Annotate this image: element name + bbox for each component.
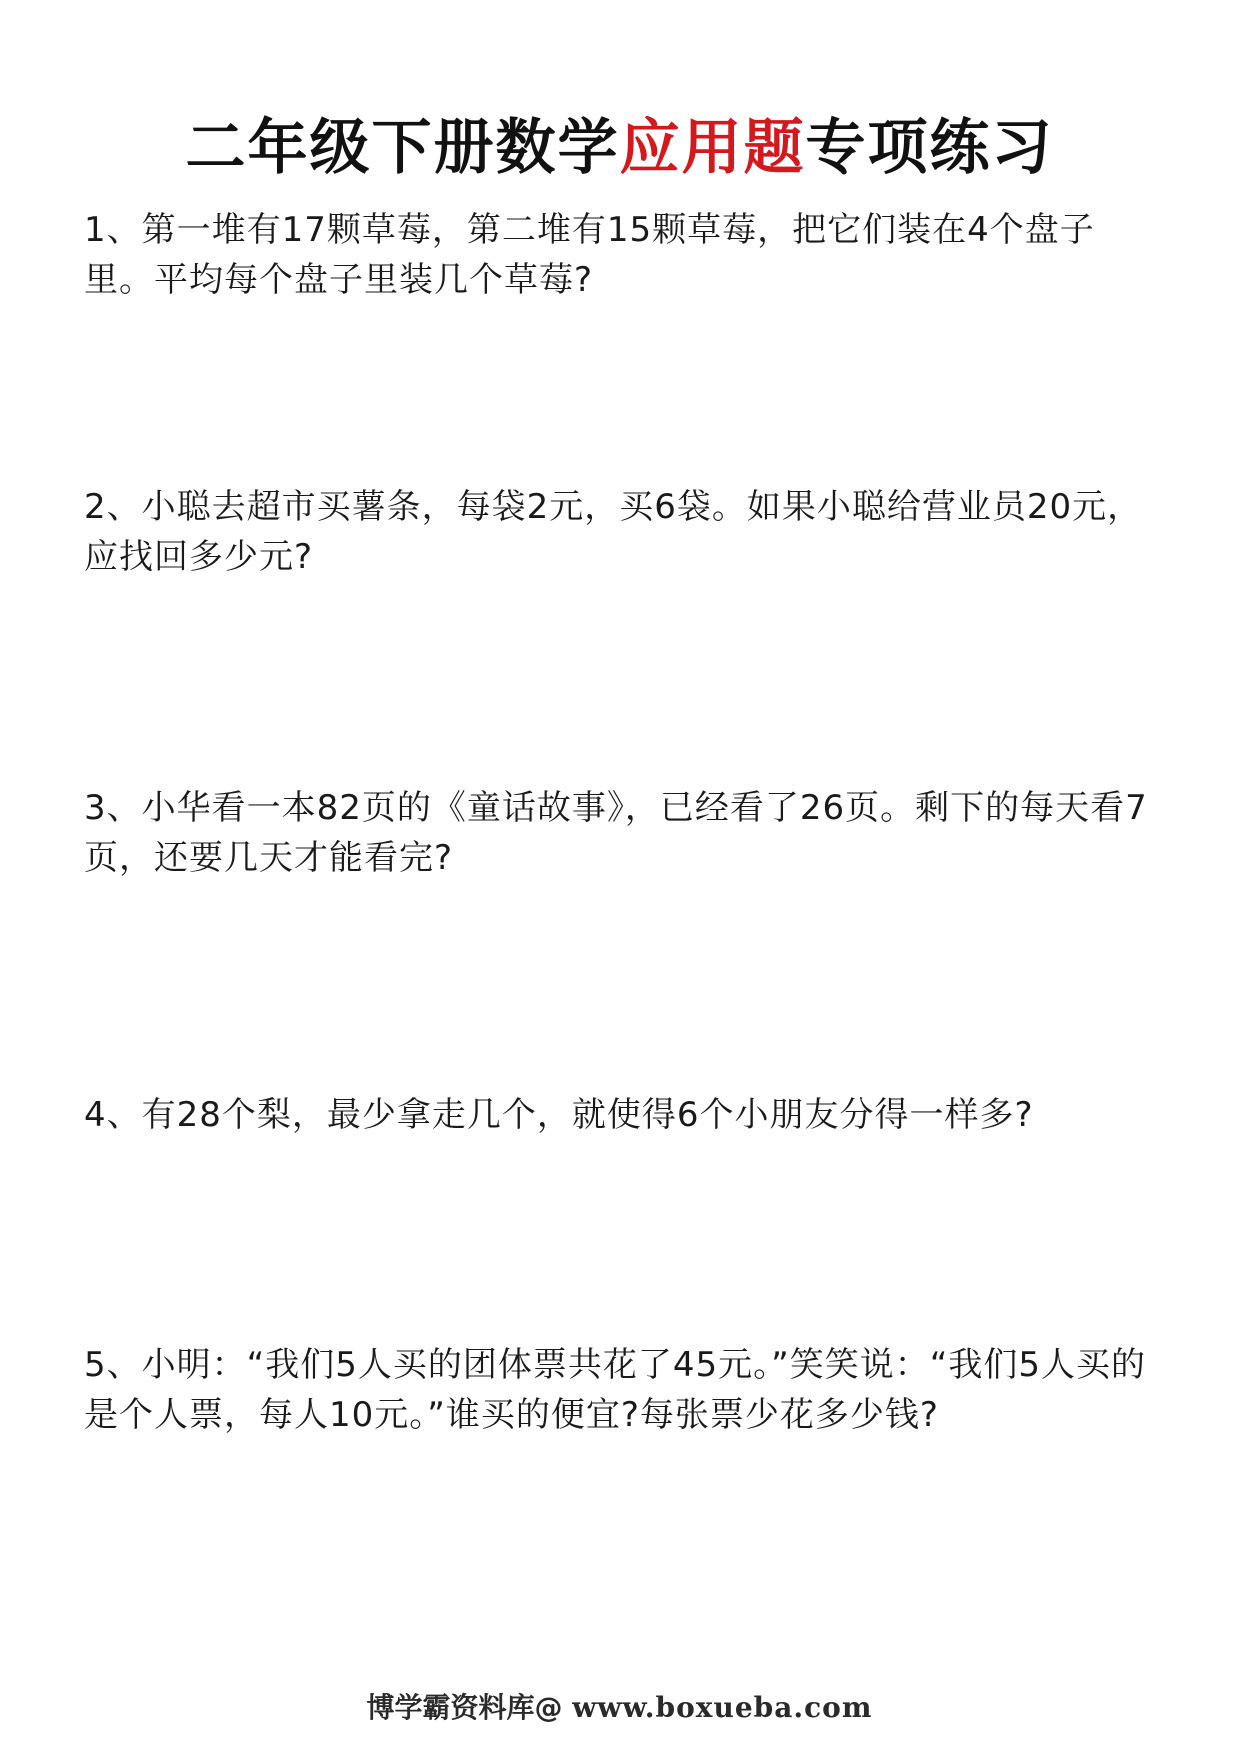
question-5: 5、小明：“我们5人买的团体票共花了45元。”笑笑说：“我们5人买的是个人票，每人10元。”谁买的便宜?每张票少花多少钱? [84,1345,1146,1435]
question-3: 3、小华看一本82页的《童话故事》，已经看了26页。剩下的每天看7页，还要几天才能看完? [84,788,1148,878]
title-accent: 应用题 [619,113,806,183]
question-1: 1、第一堆有17颗草莓，第二堆有15颗草莓，把它们装在4个盘子里。平均每个盘子里装几个草莓? [84,210,1095,300]
footer-url: www.boxueba.com [572,1691,873,1724]
footer-site-name: 博学霸资料库 [366,1691,535,1724]
footer-at: @ [534,1691,563,1724]
title-prefix: 二年级下册数学 [185,113,620,183]
page-title [0,108,1239,188]
question-2: 2、小聪去超市买薯条，每袋2元，买6袋。如果小聪给营业员20元，应找回多少元? [84,487,1143,577]
title-suffix: 专项练习 [805,113,1054,183]
question-4: 4、有28个梨，最少拿走几个，就使得6个小朋友分得一样多? [84,1095,1034,1135]
footer-watermark [0,1688,1239,1728]
